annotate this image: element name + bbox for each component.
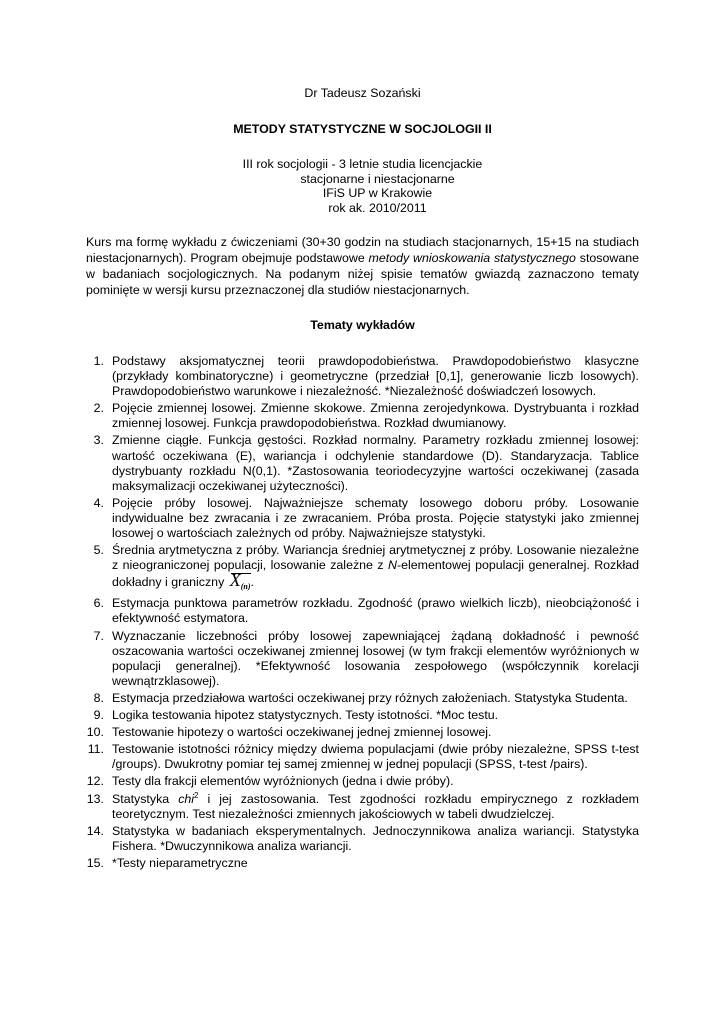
item-text: -elementowej populacji generalnej. Rozkład dokładny i graniczny: [112, 558, 639, 590]
item-text: Testowanie istotności różnicy między dwiema populacjami (dwie próby niezależne, SPSS t-test /groups). Dwukrotny pomiar tej samej zmiennej w jednej populacji (SPSS, t-test /pairs).: [112, 742, 639, 772]
item-number: 5.: [93, 543, 104, 558]
intro-text: Kurs ma formę wykładu z ćwiczeniami (30+30 godzin na studiach stacjonarnych, 15+15 na studiach niestacjonarnych). Program obejmuje podstawowe: [86, 234, 639, 265]
item-number: 12.: [86, 774, 104, 789]
item-text: Zmienne ciągłe. Funkcja gęstości. Rozkład normalny. Parametry rozkładu zmiennej losowej: wartość oczekiwana (E), wariancja i odchylenie standardowe (D). Standaryzacja. Tablice dystrybuanty rozkładu N(0,1). *Zastosowania teoriodecyzyjne wartości oczekiwanej (zasada maksymalizacji oczekiwanej użyteczności).: [112, 433, 639, 493]
list-item: [86, 856, 639, 871]
course-info: [86, 157, 639, 215]
item-text: Estymacja punktowa parametrów rozkładu. Zgodność (prawo wielkich liczb), nieobciążoność i efektywność estymatora.: [112, 596, 639, 626]
document-page: [86, 86, 639, 873]
item-text: i jej zastosowania. Test zgodności rozkładu empirycznego z rozkładem teoretycznym. Test niezależności zmiennych jakościowych w tabeli dwudzielczej.: [112, 791, 639, 821]
item-text: Pojęcie próby losowej. Najważniejsze schematy losowego doboru próby. Losowanie indywidualne bez zwracania i ze zwracaniem. Próba prosta. Pojęcie statystyki jako zmiennej losowej o wartościach zależnych od próby. Najważniejsze statystyki.: [112, 495, 639, 540]
intro-text: stosowane w badaniach socjologicznych. Na podanym niżej spisie tematów gwiazdą zaznaczono tematy pominięte w wersji kursu przeznaczonej dla studiów niestacjonarnych.: [86, 250, 640, 298]
intro-paragraph: [86, 234, 639, 299]
item-text: Testowanie hipotezy o wartości oczekiwanej jednej zmiennej losowej.: [112, 725, 492, 740]
item-text: Estymacja przedziałowa wartości oczekiwanej przy różnych założeniach. Statystyka Studenta.: [112, 690, 628, 705]
item-superscript: 2: [194, 790, 199, 800]
list-item: [86, 774, 639, 789]
item-number: 2.: [93, 401, 104, 416]
list-item: [86, 401, 639, 431]
item-number: 8.: [93, 690, 104, 705]
list-item: [86, 792, 639, 822]
item-text: Logika testowania hipotez statystycznych. Testy istotności. *Moc testu.: [112, 708, 499, 723]
item-number: 11.: [87, 742, 104, 757]
item-text: .: [250, 575, 254, 590]
list-item: [86, 708, 639, 723]
item-number: 4.: [93, 495, 104, 510]
info-line: IFiS UP w Krakowie: [322, 186, 433, 201]
item-text: Podstawy aksjomatycznej teorii prawdopodobieństwa. Prawdopodobieństwo klasyczne (przykłady kombinatoryczne) i geometryczne (przedział [0,1], generowanie liczb losowych). Prawdopodobieństwo warunkowe i niezależność. *Niezależność doświadczeń losowych.: [112, 353, 639, 399]
item-text: Średnia arytmetyczna z próby. Wariancja średniej arytmetycznej z próby. Losowanie niezależne z nieograniczonej populacji, losowanie zależne z: [112, 543, 639, 573]
list-item: [86, 543, 639, 594]
document-title: METODY STATYSTYCZNE W SOCJOLOGII II: [233, 121, 492, 136]
list-item: [86, 596, 639, 626]
item-text: Statystyka w badaniach eksperymentalnych. Jednoczynnikowa analiza wariancji. Statystyka Fishera. *Dwuczynnikowa analiza wariancji.: [112, 823, 639, 853]
item-italic: N: [388, 558, 397, 573]
info-line: rok ak. 2010/2011: [328, 200, 427, 215]
item-text: *Testy nieparametryczne: [112, 855, 248, 870]
list-item: [86, 496, 639, 541]
info-line: III rok socjologii - 3 letnie studia licencjackie: [242, 157, 483, 172]
topics-list: [86, 354, 639, 871]
item-text: Testy dla frakcji elementów wyróżnionych (jedna i dwie próby).: [112, 774, 454, 789]
item-number: 10.: [86, 725, 104, 740]
list-item: [86, 629, 639, 689]
list-item: [86, 691, 639, 706]
item-text: Statystyka: [112, 791, 179, 806]
item-number: 9.: [93, 708, 104, 723]
mean-symbol: [229, 570, 251, 594]
item-number: 13.: [86, 791, 104, 806]
intro-italic: metody wnioskowania statystycznego: [368, 250, 576, 265]
item-italic: chi: [178, 791, 195, 806]
item-number: 14.: [86, 823, 104, 838]
section-title: Tematy wykładów: [310, 318, 415, 333]
list-item: [86, 742, 639, 772]
mean-symbol-letter: X: [229, 570, 241, 591]
item-text: Pojęcie zmiennej losowej. Zmienne skokowe. Zmienna zerojedynkowa. Dystrybuanta i rozkład zmiennej losowej. Funkcja prawdopodobieństwa. Rozkład dwumianowy.: [112, 401, 639, 431]
list-item: [86, 433, 639, 493]
list-item: [86, 354, 639, 399]
item-number: 3.: [93, 433, 104, 448]
item-number: 7.: [93, 628, 104, 643]
list-item: [86, 725, 639, 740]
info-line: stacjonarne i niestacjonarne: [300, 171, 455, 186]
item-number: 1.: [93, 353, 104, 368]
author: Dr Tadeusz Sozański: [304, 86, 421, 100]
list-item: [86, 824, 639, 854]
item-number: 15.: [86, 855, 104, 870]
mean-symbol-subscript: (n): [240, 582, 251, 592]
item-text: Wyznaczanie liczebności próby losowej zapewniającej żądaną dokładność i pewność oszacowania wartości oczekiwanej zmiennej losowej (w tym frakcji elementów wyróżnionych w populacji generalnej). *Efektywność losowania zespołowego (współczynnik korelacji wewnątrzklasowej).: [112, 628, 639, 688]
item-number: 6.: [93, 596, 104, 611]
